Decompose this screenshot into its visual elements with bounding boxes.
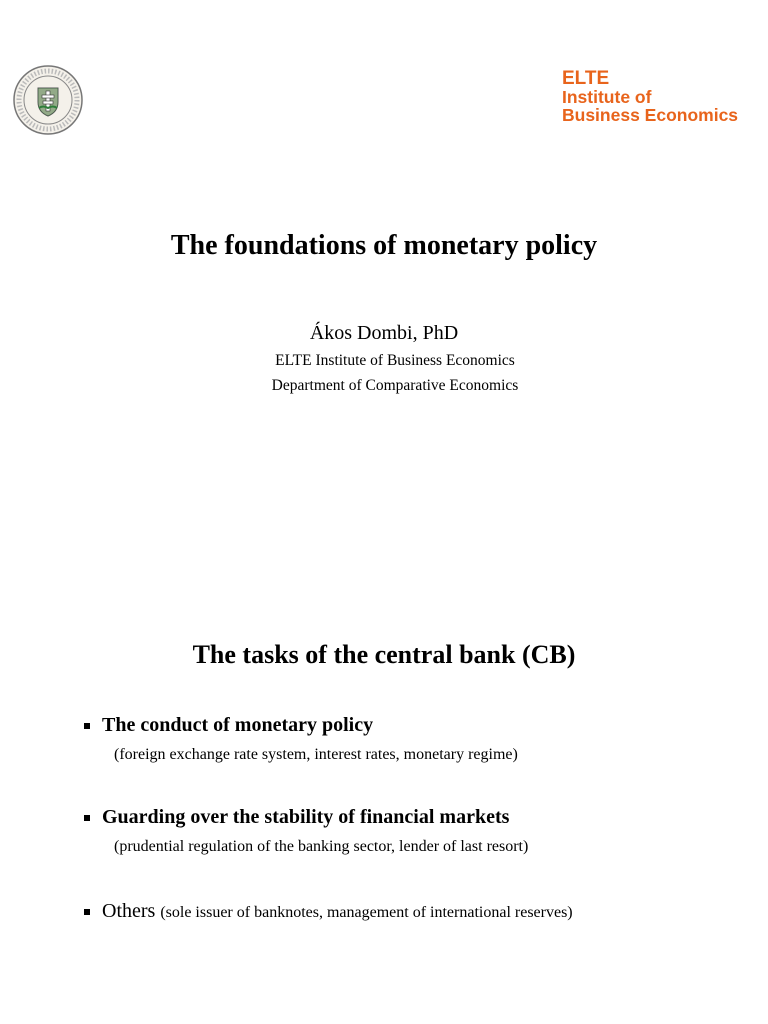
- bullet-detail: (sole issuer of banknotes, management of international reserves): [160, 904, 573, 921]
- bullet-heading: Guarding over the stability of financial markets: [102, 806, 510, 828]
- bullet-heading: The conduct of monetary policy: [102, 714, 374, 736]
- university-seal-icon: [12, 64, 84, 136]
- bullet-square-icon: [84, 815, 90, 821]
- bullet-square-icon: [84, 723, 90, 729]
- bullet-detail: (prudential regulation of the banking sector, lender of last resort): [114, 838, 529, 855]
- page-title: The foundations of monetary policy: [170, 230, 598, 261]
- logo-line-elte: ELTE: [562, 68, 610, 89]
- author-name: Ákos Dombi, PhD: [309, 322, 459, 344]
- elte-logo: [562, 70, 738, 124]
- bullet-square-icon: [84, 909, 90, 915]
- bullet-detail: (foreign exchange rate system, interest rates, monetary regime): [114, 746, 518, 763]
- logo-line-institute: Institute of: [562, 87, 652, 107]
- logo-line-business-economics: Business Economics: [562, 105, 739, 125]
- affiliation-department: Department of Comparative Economics: [271, 377, 519, 394]
- bullet-heading: Others: [102, 900, 156, 922]
- affiliation-institute: ELTE Institute of Business Economics: [275, 352, 515, 369]
- bullet-line: [102, 900, 573, 923]
- section-title: The tasks of the central bank (CB): [192, 640, 576, 669]
